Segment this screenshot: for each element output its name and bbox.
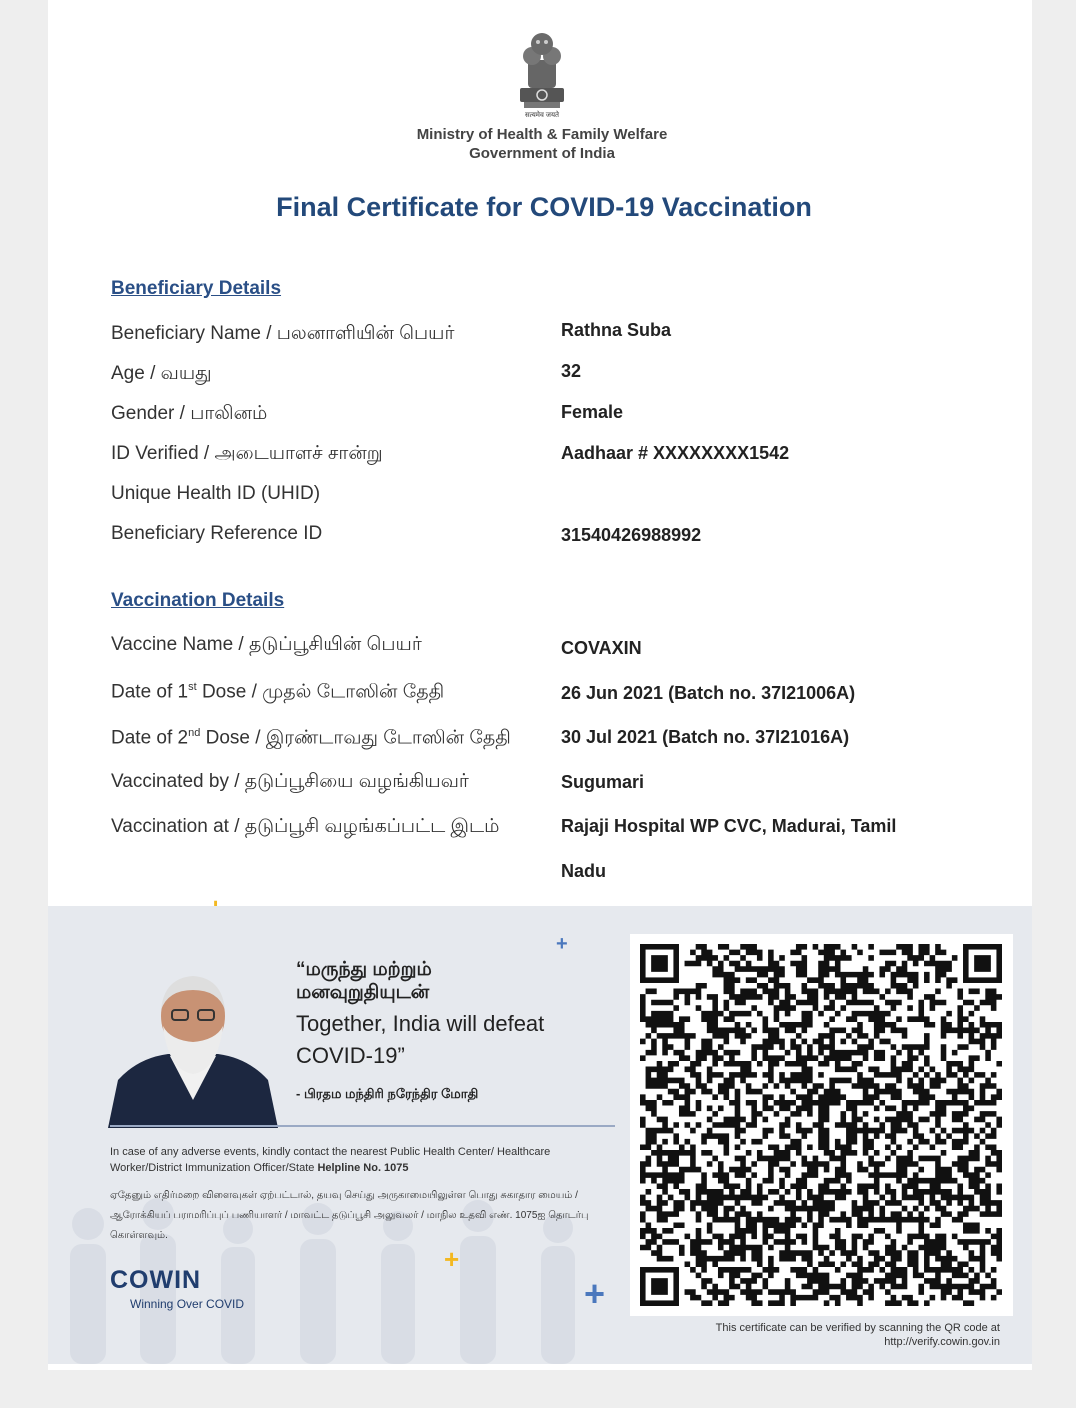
prime-minister-portrait-icon xyxy=(108,970,278,1128)
footer-panel xyxy=(48,906,1032,1364)
dose1-label-ordinal: st xyxy=(188,681,197,693)
beneficiary-name-value: Rathna Suba xyxy=(561,320,672,340)
qr-finder-pattern xyxy=(651,955,668,972)
dose1-label-suffix: Dose / முதல் டோஸின் தேதி xyxy=(196,681,445,703)
qr-finder-pattern xyxy=(974,955,991,972)
dose1-date-value: 26 Jun 2021 (Batch no. 37I21006A) xyxy=(561,683,856,703)
vaccination-at-label: Vaccination at / தடுப்பூசி வழங்கப்பட்ட இடம் xyxy=(111,816,500,837)
vaccine-name-value: COVAXIN xyxy=(561,638,642,658)
dose2-label-suffix: Dose / இரண்டாவது டோஸின் தேதி xyxy=(200,727,511,749)
dose2-label-prefix: Date of 2 xyxy=(111,727,189,749)
verification-note-line-1: This certificate can be verified by scanning the QR code at xyxy=(715,1322,1000,1334)
helpline-number: Helpline No. 1075 xyxy=(317,1162,409,1174)
beneficiary-details-heading: Beneficiary Details xyxy=(111,278,282,299)
certificate-title: Final Certificate for COVID-19 Vaccination xyxy=(276,192,812,222)
emblem-motto: सत्यमेव जयते xyxy=(524,112,560,119)
plus-decoration-icon: + xyxy=(584,1273,606,1314)
quote-tamil-line-2: மனவுறுதியுடன் xyxy=(296,982,430,1003)
quote-english: Together, India will defeat COVID-19” xyxy=(296,1011,545,1068)
vaccination-at-value-line2: Nadu xyxy=(561,861,606,881)
state-emblem-icon xyxy=(514,26,570,110)
footer-divider xyxy=(110,1125,615,1127)
dose2-date-value: 30 Jul 2021 (Batch no. 37I21016A) xyxy=(561,727,850,747)
dose2-date-label xyxy=(111,727,511,751)
cowin-logo: COWIN xyxy=(110,1266,202,1294)
uhid-label: Unique Health ID (UHID) xyxy=(111,483,321,504)
reference-id-value: 31540426988992 xyxy=(561,525,702,545)
quote-attribution: - பிரதம மந்திரி நரேந்திர மோதி xyxy=(296,1086,479,1101)
verification-note xyxy=(648,1321,1000,1349)
vaccine-name-label: Vaccine Name / தடுப்பூசியின் பெயர் xyxy=(111,634,422,655)
ministry-name xyxy=(348,125,736,163)
vaccination-details-heading: Vaccination Details xyxy=(111,590,285,611)
age-value: 32 xyxy=(561,361,582,381)
gender-value: Female xyxy=(561,402,624,422)
adverse-events-help-tamil: ஏதேனும் எதிர்மறை விளைவுகள் ஏற்பட்டால், தயவு செய்து அருகாமையிலுள்ள பொது சுகாதார மையம் / ஆரோக்கியப் பராமரிப்புப் பணியாளர் / மாவட்ட தடுப்பூசி அலுவலர் / மாநில உதவி எண். 1075ஐ தொடர்பு கொள்ளவும். xyxy=(110,1190,589,1241)
vaccinated-by-label: Vaccinated by / தடுப்பூசியை வழங்கியவர் xyxy=(111,771,469,792)
dose2-label-ordinal: nd xyxy=(188,727,201,739)
verification-url[interactable]: http://verify.cowin.gov.in xyxy=(884,1336,1000,1348)
qr-modules xyxy=(640,944,1002,1306)
age-label: Age / வயது xyxy=(111,363,212,384)
adverse-events-help-english xyxy=(110,1144,580,1176)
gender-label: Gender / பாலினம் xyxy=(111,403,268,424)
plus-decoration-icon: + xyxy=(556,933,568,955)
vaccination-at-value-line1: Rajaji Hospital WP CVC, Madurai, Tamil xyxy=(561,816,897,836)
qr-code-icon xyxy=(640,944,1002,1306)
id-verified-label: ID Verified / அடையாளச் சான்று xyxy=(111,443,383,464)
reference-id-label: Beneficiary Reference ID xyxy=(111,523,323,544)
help-english-text: In case of any adverse events, kindly contact the nearest Public Health Center/ Healthcare Worker/District Immunization Officer/State xyxy=(110,1146,551,1174)
vaccinated-by-value: Sugumari xyxy=(561,772,645,792)
cowin-tagline: Winning Over COVID xyxy=(130,1297,245,1311)
beneficiary-name-label: Beneficiary Name / பலனாளியின் பெயர் xyxy=(111,323,455,344)
dose1-date-label xyxy=(111,681,444,705)
quote-tamil-line-1: “மருந்து மற்றும் xyxy=(296,959,432,980)
ministry-line-1: Ministry of Health & Family Welfare xyxy=(416,126,668,143)
dose1-label-prefix: Date of 1 xyxy=(111,681,189,703)
plus-decoration-icon: + xyxy=(444,1244,460,1274)
certificate-page xyxy=(48,0,1032,1370)
ministry-line-2: Government of India xyxy=(469,145,615,162)
qr-code-container xyxy=(630,934,1013,1316)
id-verified-value: Aadhaar # XXXXXXXX1542 xyxy=(561,443,790,463)
qr-finder-pattern xyxy=(651,1278,668,1295)
quote-tamil xyxy=(296,958,506,1004)
